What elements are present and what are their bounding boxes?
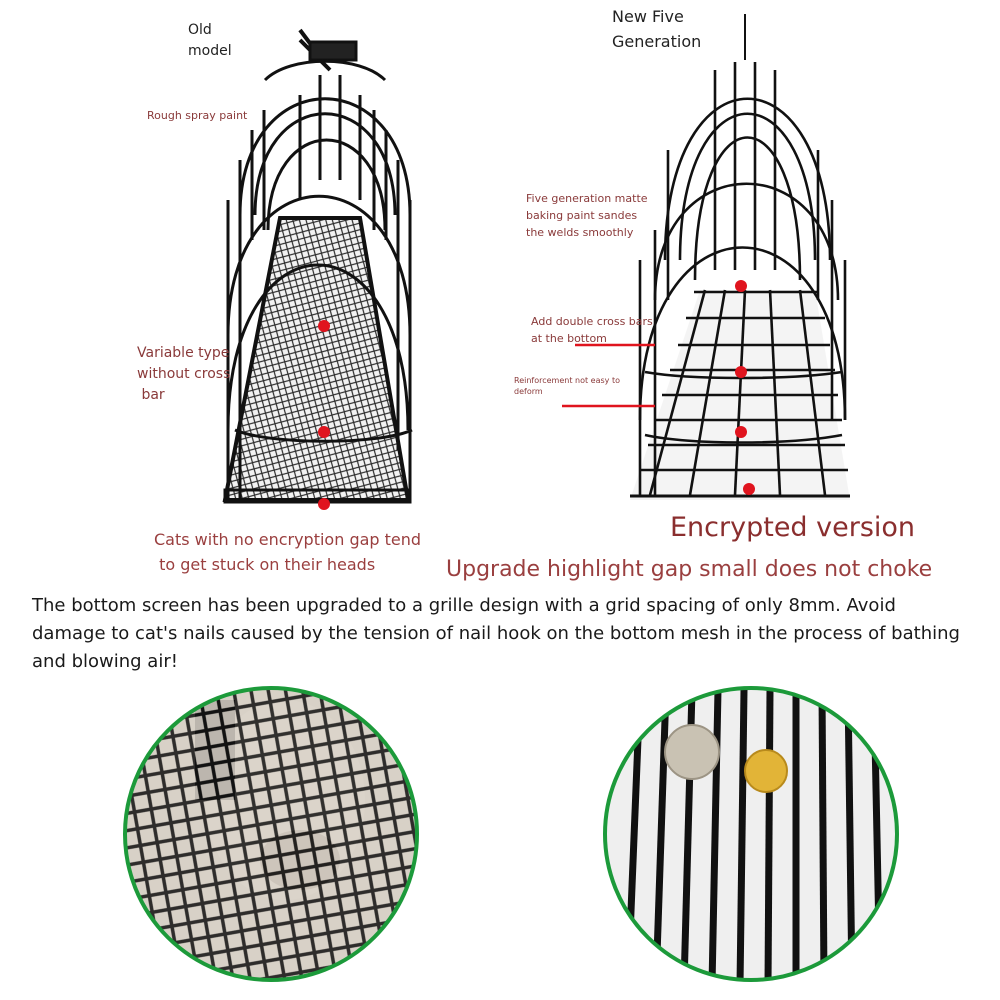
cross-bars-label: Add double cross bars at the bottom — [531, 315, 653, 345]
new-generation-label: New Five Generation — [612, 7, 702, 51]
new-grille-closeup — [600, 680, 910, 990]
matte-paint-label: Five generation matte baking paint sandes the welds smoothly — [526, 192, 648, 239]
upgrade-subheading: Upgrade highlight gap small does not choke — [446, 557, 933, 582]
old-mesh-closeup — [120, 680, 430, 990]
description-paragraph: The bottom screen has been upgraded to a grille design with a grid spacing of only 8mm. Avoid damage to cat's nails caused by the tension of nail hook on the bottom mesh in the process of bathing and blowing air! — [32, 595, 960, 672]
rough-spray-label: Rough spray paint — [147, 109, 248, 122]
variable-type-label: Variable type without cross bar — [137, 345, 231, 403]
old-model-label: Old model — [188, 22, 232, 59]
encrypted-version-heading: Encrypted version — [670, 512, 916, 543]
old-caption: Cats with no encryption gap tend to get stuck on their heads — [154, 530, 422, 574]
reinforcement-label: Reinforcement not easy to deform — [514, 376, 620, 396]
